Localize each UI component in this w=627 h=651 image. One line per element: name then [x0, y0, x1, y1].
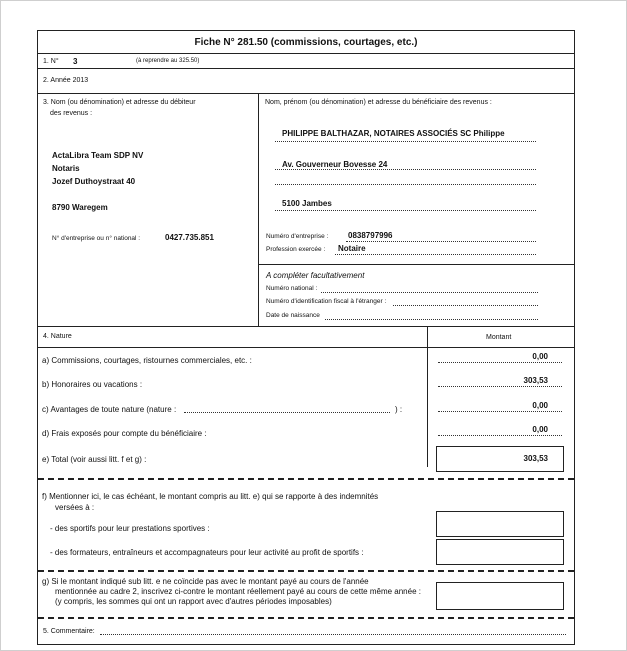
dotted-line: [393, 305, 538, 306]
dotted-line: [184, 412, 390, 413]
section-f-text-2: versées à :: [55, 503, 95, 512]
nature-e-label: e) Total (voir aussi litt. f et g) :: [42, 455, 147, 464]
nature-d-label: d) Frais exposés pour compte du bénéficiaire :: [42, 429, 207, 438]
debtor-heading-2: des revenus :: [50, 110, 93, 117]
comment-line: [100, 634, 566, 635]
dotted-line: [438, 386, 562, 387]
debtor-city: 8790 Waregem: [52, 203, 108, 212]
nature-c-end: ) :: [395, 405, 403, 414]
dashed-divider: [38, 617, 574, 619]
beneficiary-heading: Nom, prénom (ou dénomination) et adresse du bénéficiaire des revenus :: [265, 99, 492, 106]
nature-b-label: b) Honoraires ou vacations :: [42, 380, 143, 389]
dotted-line: [438, 411, 562, 412]
dotted-line: [275, 184, 536, 185]
nature-c-label: c) Avantages de toute nature (nature :: [42, 405, 177, 414]
row2-year-label: 2. Année 2013: [43, 77, 89, 84]
nature-a-label: a) Commissions, courtages, ristournes commerciales, etc. :: [42, 356, 252, 365]
fiche-form: [37, 30, 575, 645]
section-g-text: g) Si le montant indiqué sub litt. e ne coïncide pas avec le montant payé au cours de l'année: [42, 577, 369, 586]
section-f-trainers: - des formateurs, entraîneurs et accompagnateurs pour leur activité au profit de sportifs :: [50, 548, 364, 557]
beneficiary-name: PHILIPPE BALTHAZAR, NOTAIRES ASSOCIÉS SC Philippe: [282, 129, 505, 138]
optional-heading: A compléter facultativement: [266, 271, 365, 280]
debtor-enterprise-number: 0427.735.851: [165, 233, 214, 242]
national-number-label: Numéro national :: [266, 285, 318, 292]
debtor-name-2: Notaris: [52, 164, 80, 173]
nature-a-amount: 0,00: [532, 352, 548, 361]
beneficiary-city: 5100 Jambes: [282, 199, 332, 208]
paid-amount-box: [436, 582, 564, 610]
section-g-text-3: (y compris, les sommes qui ont un rapport avec d'autres périodes imposables): [55, 597, 332, 606]
debtor-enterprise-label: N° d'entreprise ou n° national :: [52, 235, 141, 242]
beneficiary-profession: Notaire: [338, 244, 366, 253]
nature-c-amount: 0,00: [532, 401, 548, 410]
comment-label: 5. Commentaire:: [43, 628, 95, 635]
dotted-line: [346, 241, 536, 242]
beneficiary-street: Av. Gouverneur Bovesse 24: [282, 160, 388, 169]
nature-b-amount: 303,53: [523, 376, 548, 385]
dotted-line: [275, 169, 536, 170]
beneficiary-enterprise-number: 0838797996: [348, 231, 393, 240]
nature-e-amount: 303,53: [523, 454, 548, 463]
section-g-text-2: mentionnée au cadre 2, inscrivez ci-contre le montant réellement payé au cours de cette même année :: [55, 587, 421, 596]
dotted-line: [438, 362, 562, 363]
section-f-text: f) Mentionner ici, le cas échéant, le montant compris au litt. e) qui se rapporte à des indemnités: [42, 492, 379, 501]
divider: [38, 68, 574, 69]
section3-divider: [258, 93, 259, 326]
section-f-sport: - des sportifs pour leur prestations sportives :: [50, 524, 210, 533]
dotted-line: [275, 141, 536, 142]
dotted-line: [321, 292, 538, 293]
foreign-tax-id-label: Numéro d'identification fiscal à l'étranger :: [266, 298, 387, 305]
dotted-line: [335, 254, 536, 255]
beneficiary-profession-label: Profession exercée :: [266, 246, 326, 253]
debtor-name: ActaLibra Team SDP NV: [52, 151, 144, 160]
row1-note: (à reprendre au 325.50): [136, 58, 200, 64]
debtor-heading: 3. Nom (ou dénomination) et adresse du débiteur: [43, 99, 196, 106]
dashed-divider: [38, 570, 574, 572]
row1-number: 3: [73, 57, 78, 66]
beneficiary-enterprise-label: Numéro d'entreprise :: [266, 233, 329, 240]
dotted-line: [325, 319, 538, 320]
divider: [38, 53, 574, 54]
nature-heading: 4. Nature: [43, 333, 72, 340]
trainers-amount-box: [436, 539, 564, 565]
divider: [38, 326, 574, 327]
dashed-divider: [38, 478, 574, 480]
row1-label: 1. N°: [43, 58, 59, 65]
form-title: Fiche N° 281.50 (commissions, courtages, etc.): [194, 37, 418, 48]
divider: [38, 347, 574, 348]
dotted-line: [275, 210, 536, 211]
nature-d-amount: 0,00: [532, 425, 548, 434]
divider: [258, 264, 574, 265]
birth-date-label: Date de naissance: [266, 312, 320, 319]
dotted-line: [438, 435, 562, 436]
divider: [38, 93, 574, 94]
debtor-street: Jozef Duthoystraat 40: [52, 177, 136, 186]
amount-heading: Montant: [486, 334, 512, 341]
sport-amount-box: [436, 511, 564, 537]
